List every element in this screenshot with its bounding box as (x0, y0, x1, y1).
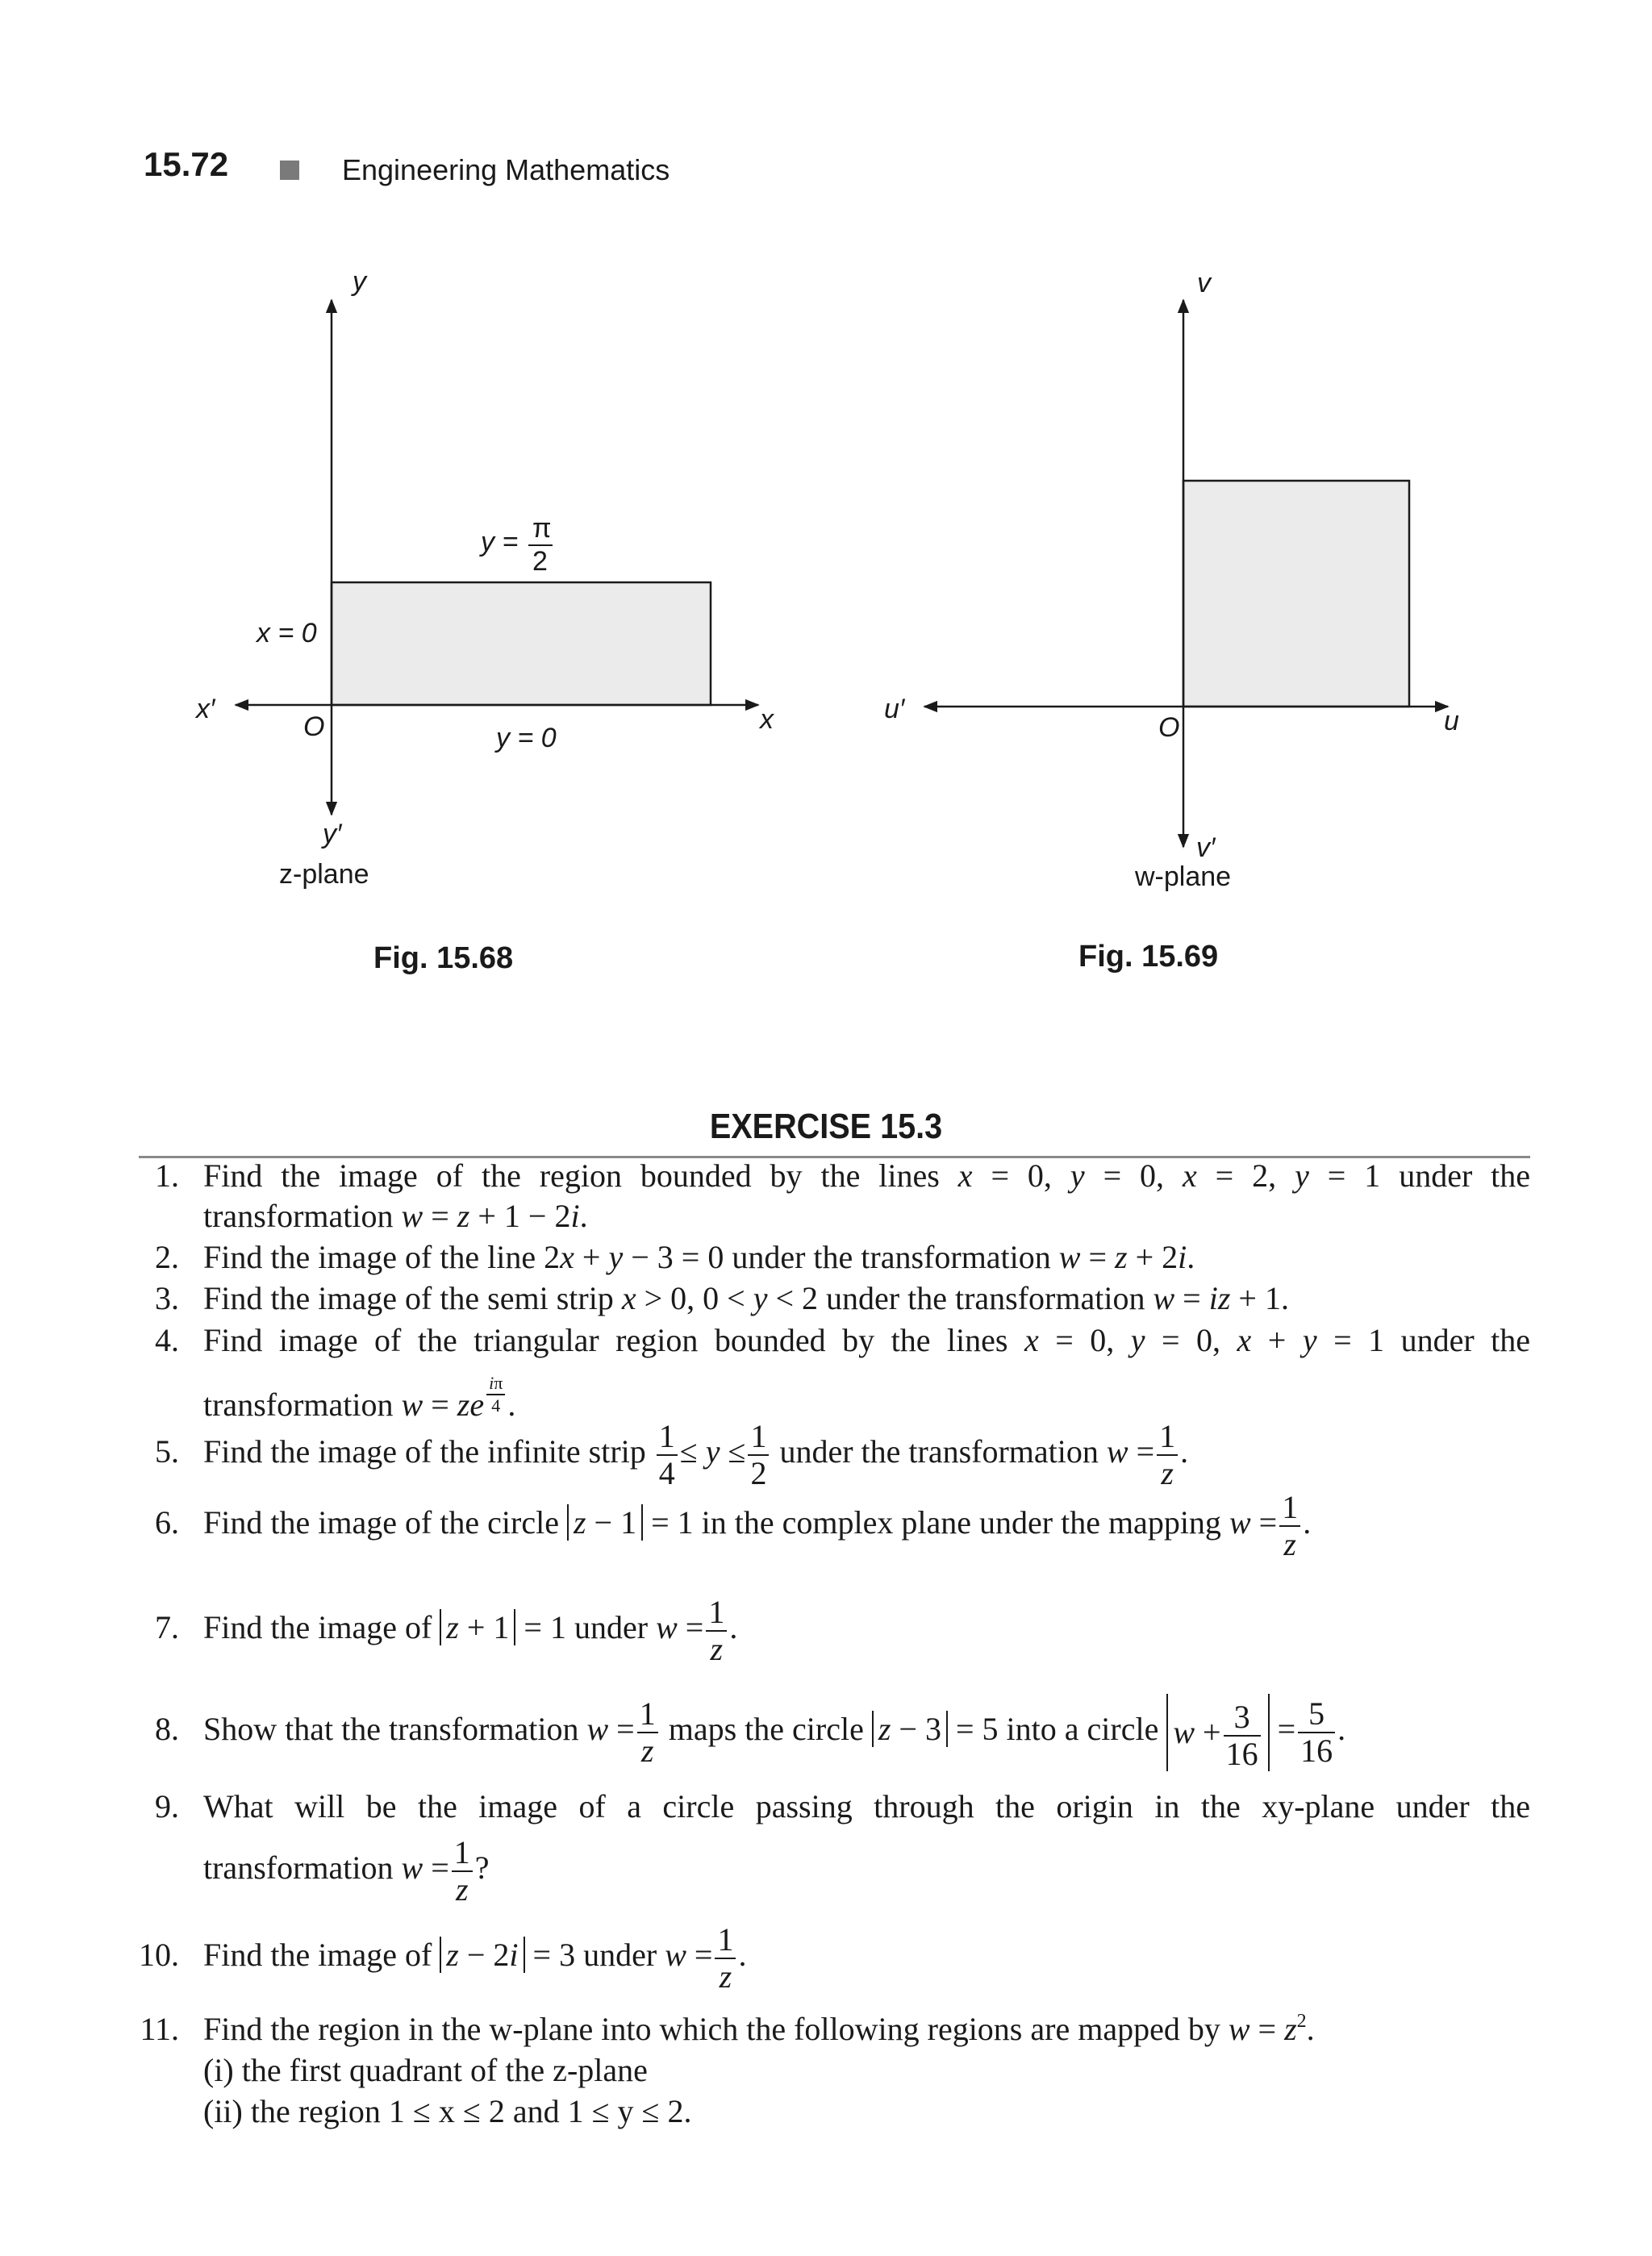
problem-1-text-2: transformation (203, 1198, 394, 1234)
page-number: 15.72 (144, 145, 229, 183)
problem-9-number: 9. (155, 1788, 179, 1824)
problem-4-number: 4. (155, 1322, 179, 1358)
problem-3-number: 3. (155, 1280, 179, 1316)
problem-11-text: Find the region in the w-plane into which the following regions are mapped by (203, 2011, 1220, 2047)
problem-2-number: 2. (155, 1239, 179, 1275)
problem-11: Find the region in the w-plane into which the following regions are mapped by $w = z^2$. (203, 2011, 1315, 2047)
book-title: Engineering Mathematics (342, 153, 670, 186)
problem-8-text: Show that the transformation (203, 1711, 579, 1747)
problem-1-line-2: transformation w = z + 1 − 2i. (203, 1198, 588, 1234)
problem-11-part-ii: (ii) the region 1 ≤ x ≤ 2 and 1 ≤ y ≤ 2. (203, 2093, 692, 2129)
u-neg-axis-label: u′ (884, 694, 905, 724)
origin-label: O (303, 711, 325, 742)
problem-7-text: Find the image of (203, 1609, 432, 1645)
problem-4-line-2: transformation w = ze $^{\frac{i\pi}{4}}$ . (203, 1373, 516, 1423)
problem-2-text: Find the image of the line (203, 1239, 536, 1275)
problem-11-number: 11. (140, 2011, 179, 2047)
problem-10-number: 10. (139, 1937, 179, 1973)
problem-8: Show that the transformation w = $\frac{1}{z}$ maps the circle z − 3 = 5 into a circle w + $\frac{3}{16}$ = $\frac{5}{16}$ . (203, 1695, 1346, 1772)
problem-5-text: Find the image of the infinite strip (203, 1433, 646, 1470)
line-ypi2-num: π (532, 513, 552, 544)
z-plane-label: z-plane (279, 859, 369, 890)
problem-3-text: Find the image of the semi strip (203, 1280, 614, 1316)
problem-6: Find the image of the circle z − 1 = 1 in the complex plane under the mapping w = $\frac{1}{z}$ . (203, 1488, 1312, 1562)
origin-label: O (1158, 712, 1180, 743)
problem-9-text-2: transformation (203, 1849, 394, 1886)
problem-4-text: Find image of the triangular region bounded by the lines (203, 1322, 1008, 1358)
problem-6-text: Find the image of the circle (203, 1504, 559, 1541)
problem-5: Find the image of the infinite strip $\frac{1}{4}$ ≤ y ≤ $\frac{1}{2}$ under the transformation w = $\frac{1}{z}$ . (203, 1417, 1189, 1491)
v-neg-axis-label: v′ (1196, 832, 1216, 863)
problem-11-part-i: (i) the first quadrant of the z-plane (203, 2052, 648, 2088)
fig-15-69-caption: Fig. 15.69 (1078, 940, 1219, 974)
line-ypi2-den: 2 (532, 546, 548, 577)
problem-1-text: Find the image of the region bounded by the lines (203, 1157, 940, 1194)
u-axis-label: u (1444, 706, 1459, 736)
problem-4-line-1: Find image of the triangular region bounded by the lines x = 0, y = 0, x + y = 1 under the (203, 1322, 1531, 1358)
problem-7-number: 7. (155, 1609, 179, 1645)
problem-9-line-1: What will be the image of a circle passing through the origin in the xy-plane under the (203, 1788, 1530, 1824)
fig-15-68-caption: Fig. 15.68 (373, 941, 514, 975)
problem-1-number: 1. (155, 1157, 179, 1194)
problem-6-number: 6. (155, 1504, 179, 1541)
problem-4-text-2: transformation (203, 1387, 394, 1423)
problem-3: Find the image of the semi strip x > 0, 0 < y < 2 under the transformation w = iz + 1. (203, 1280, 1289, 1316)
v-axis-label: v (1197, 268, 1211, 298)
problem-5-number: 5. (155, 1433, 179, 1470)
problem-8-number: 8. (155, 1711, 179, 1747)
y-neg-axis-label: y′ (323, 819, 342, 849)
w-plane-label: w-plane (1135, 861, 1232, 892)
x-neg-axis-label: x′ (196, 694, 215, 724)
exercise-title: EXERCISE 15.3 (709, 1107, 943, 1146)
problem-1-line-1: Find the image of the region bounded by the lines x = 0, y = 0, x = 2, y = 1 under the (203, 1157, 1531, 1194)
problem-10: Find the image of z − 2i = 3 under w = $\frac{1}{z}$ . (203, 1920, 747, 1995)
x-axis-label: x (760, 704, 774, 735)
line-ypi2-lhs: y = (481, 527, 519, 557)
line-x0-label: x = 0 (257, 618, 317, 648)
y-axis-label: y (353, 266, 366, 297)
line-y0-label: y = 0 (496, 723, 557, 753)
problem-9-line-2: transformation w = $\frac{1}{z}$ ? (203, 1833, 490, 1908)
problem-10-text: Find the image of (203, 1937, 432, 1973)
problem-7: Find the image of z + 1 = 1 under w = $\frac{1}{z}$ . (203, 1593, 738, 1667)
problem-2: Find the image of the line 2x + y − 3 = 0 under the transformation w = z + 2i. (203, 1239, 1195, 1275)
